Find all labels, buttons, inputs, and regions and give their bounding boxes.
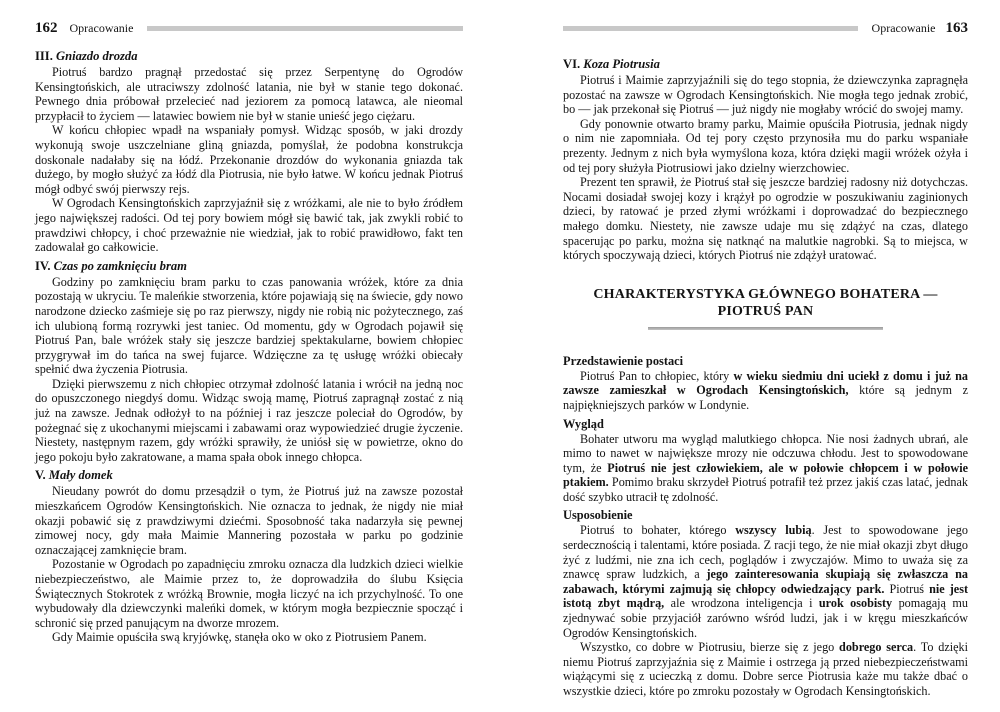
text-run: ale wrodzona inteligencja i <box>664 596 819 611</box>
paragraph <box>563 175 968 263</box>
subheading: Przedstawienie postaci <box>563 353 684 368</box>
subheading: Wygląd <box>563 416 604 431</box>
text-run: Prezent ten sprawił, że Piotruś stał się jeszcze bardziej radosny niż dotychczas. Nocami dosiadał swojej kozy i krążył po ogrodzie w poszukiwaniu zaginionych dzieci, by ratować je przed złymi wróżkami i doprowadzać do bezpiecznego małego domku. Niestety, nie zawsze udaje mu się zdążyć na czas, dlatego spacerując po parku, można się natknąć na malutkie nagrobki. Są to miejsca, w których spoczywają dzieci, których Piotruś nie zdążył uratować. <box>563 175 968 263</box>
text-run: W końcu chłopiec wpadł na wspaniały pomysł. Widząc sposób, w jaki drozdy wykonują swoje uszczelniane gliną gniazda, pomyślał, że podobna konstrukcja doskonale nadałaby się na łódź. Przekonanie drozdów do wykonania gniazda tak dużego, by mogło służyć za łódź dla Piotrusia, nie było łatwe. W końcu jednak Piotruś mógł odbyć swój pierwszy rejs. <box>35 123 463 196</box>
section-number: VI. <box>563 57 584 71</box>
page-header-right <box>563 20 968 36</box>
text-run: Pozostanie w Ogrodach po zapadnięciu zmroku oznacza dla ludzkich dzieci wielkie niebezpieczeństwo, ale Maimie przez to, że doprowadziła do ślubu Księcia Świątecznych Stokrotek z wróżką Brownie, mogła liczyć na ich przychylność. To one wybudowały dla dziewczynki maleńki domek, w którym mogła bezpiecznie spocząć i schronić się przed panującym na dworze mrozem. <box>35 557 463 630</box>
text-run: Wszystko, co dobre w Piotrusiu, bierze się z jego <box>580 640 840 655</box>
text-run: Nieudany powrót do domu przesądził o tym, że Piotruś już na zawsze pozostał mieszkańcem Ogrodów Kensingtońskich. Nie oznacza to jednak, że nigdy nie miał okazji pobawić się z prawdziwymi dziećmi. Sposobność taka nadarzyła się pewnej zimowej nocy, gdy mała Maimie Mannering pozostała w parku po godzinie oznaczającej zamknięcie bram. <box>35 484 463 557</box>
page-body-right <box>563 57 968 699</box>
page-body-left <box>35 49 463 645</box>
page-number-right: 163 <box>945 20 968 36</box>
text-run: Gdy Maimie opuściła swą kryjówkę, stanęła oko w oko z Piotrusiem Panem. <box>52 630 427 645</box>
page-right <box>563 20 968 699</box>
text-run: Gdy ponownie otwarto bramy parku, Maimie opuściła Piotrusia, jednak nigdy o nim nie zapomniała. Od tej pory często przynosiła mu do parku wspaniałe prezenty. Jednym z nich była wymyślona koza, która dzięki magii wróżek ożyła i od tej pory służyła Piotrusiowi jako dzielny wierzchowiec. <box>563 116 968 175</box>
section-heading <box>35 49 463 64</box>
text-run: pomagają mu zjednywać sobie przyjaciół zarówno wśród ludzi, jak i w kręgu mieszkańców Ogrodów Kensingtońskich. <box>563 596 968 640</box>
paragraph <box>563 117 968 175</box>
header-rule-left <box>147 26 463 31</box>
header-rule-right <box>563 26 858 31</box>
page-header-left <box>35 20 463 36</box>
section-title: Gniazdo drozda <box>56 49 138 63</box>
section-title: Koza Piotrusia <box>583 57 660 71</box>
section-heading <box>563 57 968 72</box>
running-title-right: Opracowanie <box>871 21 936 35</box>
section-heading <box>35 259 463 274</box>
chapter-heading-rule <box>648 327 883 330</box>
text-run: W Ogrodach Kensingtońskich zaprzyjaźnił się z wróżkami, ale nie to było źródłem jego największej radości. Od tej pory bowiem mógł się bawić tak, jak zwykli robić to prawdziwi chłopcy, i choć przeważnie nie wiedział, jak to robić prawidłowo, fakt ten zadowalał go całkowicie. <box>35 196 463 255</box>
section-title: Mały domek <box>48 468 113 483</box>
section-number: IV. <box>35 258 54 273</box>
bold-text-run: Piotruś nie jest człowiekiem, ale w połowie chłopcem i w połowie ptakiem. <box>563 460 968 490</box>
text-run: które są jednym z najpiękniejszych parków w Londynie. <box>563 383 968 412</box>
paragraph <box>563 73 968 117</box>
paragraph <box>35 557 463 630</box>
text-run: Dzięki pierwszemu z nich chłopiec otrzymał zdolność latania i wrócił na jedną noc do opuszczonego niegdyś domu. Widząc swoją mamę, Piotruś zapragnął zostać z nią już na zawsze. Jednak odłożył to na później i raz jeszcze poleciał do Ogrodów, by pożegnać się z ukochanymi miejscami i zabawami oraz wypowiedzieć drugie życzenie. Niestety, następnym razem, gdy wróżki sprawiły, że uniósł się w powietrze, okno do jego pokoju było zakratowane, a mama spała obok innego chłopca. <box>35 376 463 464</box>
running-title-left: Opracowanie <box>69 21 134 35</box>
paragraph <box>563 369 968 413</box>
paragraph <box>563 523 968 640</box>
bold-text-run: wszyscy lubią <box>735 523 812 538</box>
subheading: Usposobienie <box>563 508 633 523</box>
text-run: Bohater utworu ma wygląd malutkiego chłopca. Nie nosi żadnych ubrań, ale mimo to nawet w największe mrozy nie odczuwa chłodu. Jest to spowodowane tym, że <box>563 431 968 475</box>
text-run: Godziny po zamknięciu bram parku to czas panowania wróżek, które za dnia pozostają w ukryciu. Te maleńkie stworzenia, które pojawiają się na świecie, gdy nowo narodzone dziecko zaśmieje się po raz pierwszy, nigdy nie robią nic pożytecznego, zaś ich ulubioną formą rozrywki jest taniec. Od momentu, gdy w Ogrodach pojawił się Piotruś Pan, bale wróżek stały się jeszcze bardziej spektakularne, bowiem chłopiec przygrywał im do tańca na swej fujarce. Wdzięczne za tę usługę wróżki obiecały spełnić dwa życzenia Piotrusia. <box>35 274 463 377</box>
text-run: . Jest to spowodowane jego serdecznością i talentami, które posiada. Z racji tego, że nie miał okazji zbyt długo żyć z ludźmi, nie zna ich cech, poglądów i zwyczajów. Mimo to uważa się za znawcę spraw ludzkich, a <box>563 523 968 582</box>
paragraph <box>35 65 463 123</box>
section-heading <box>35 468 463 483</box>
bold-text-run: dobrego serca <box>839 640 914 655</box>
text-run: Piotruś bardzo pragnął przedostać się przez Serpentynę do Ogrodów Kensingtońskich, ale utraciwszy zdolność latania, nie był w stanie tego dokonać. Pewnego dnia próbował przelecieć nad jeziorem za pomocą latawca, ale nieomal przypłacił to życiem — latawiec bowiem nie był w stanie unieść jego ciężaru. <box>35 65 463 123</box>
paragraph <box>35 196 463 254</box>
bold-text-run: urok osobisty <box>818 596 893 611</box>
page-number-left: 162 <box>35 20 58 36</box>
paragraph <box>35 484 463 557</box>
section-number: V. <box>35 468 49 483</box>
text-run: . To dzięki niemu Piotruś zaprzyjaźnia się z Maimie i ostrzega ją przed niebezpieczeństwami wiążącymi się z ucieczką z domu. Dobre serce Piotrusia każe mu także dbać o wszystkie dzieci, które po zmroku pozostały w Ogrodach Kensingtońskich. <box>563 640 968 698</box>
paragraph <box>563 432 968 505</box>
paragraph <box>35 275 463 377</box>
page-left <box>35 20 463 645</box>
bold-text-run: w wieku siedmiu dni uciekł z domu i już na zawsze zamieszkał w Ogrodach Kensingtońskich, <box>563 368 968 398</box>
text-run: Piotruś Pan to chłopiec, który <box>580 368 734 383</box>
text-run: Piotruś i Maimie zaprzyjaźnili się do tego stopnia, że dziewczynka zapragnęła pozostać na zawsze w Ogrodach Kensingtońskich. Nie mogła tego jednak zrobić, bo — jak przekonał się Piotruś — już nigdy nie mogłaby wrócić do swojej mamy. <box>563 73 968 117</box>
text-run: Piotruś <box>884 581 930 596</box>
paragraph <box>35 123 463 196</box>
bold-text-run: jego zainteresowania skupiają się zwłaszcza na zabawach, którymi zajmują się chłopcy odwiedzający park. <box>563 567 969 596</box>
text-run: Piotruś to bohater, którego <box>580 523 736 538</box>
paragraph <box>563 640 968 698</box>
bold-text-run: nie jest istotą zbyt mądrą, <box>563 581 969 611</box>
paragraph <box>35 377 463 465</box>
section-title: Czas po zamknięciu bram <box>53 258 187 273</box>
text-run: Pomimo braku skrzydeł Piotruś potrafił też przez jakiś czas latać, jednak dość szybko utracił tę zdolność. <box>563 475 968 504</box>
section-number: III. <box>35 49 56 63</box>
chapter-heading: CHARAKTERYSTYKA GŁÓWNEGO BOHATERA — PIOTRUŚ PAN <box>593 286 938 319</box>
paragraph <box>35 630 463 645</box>
